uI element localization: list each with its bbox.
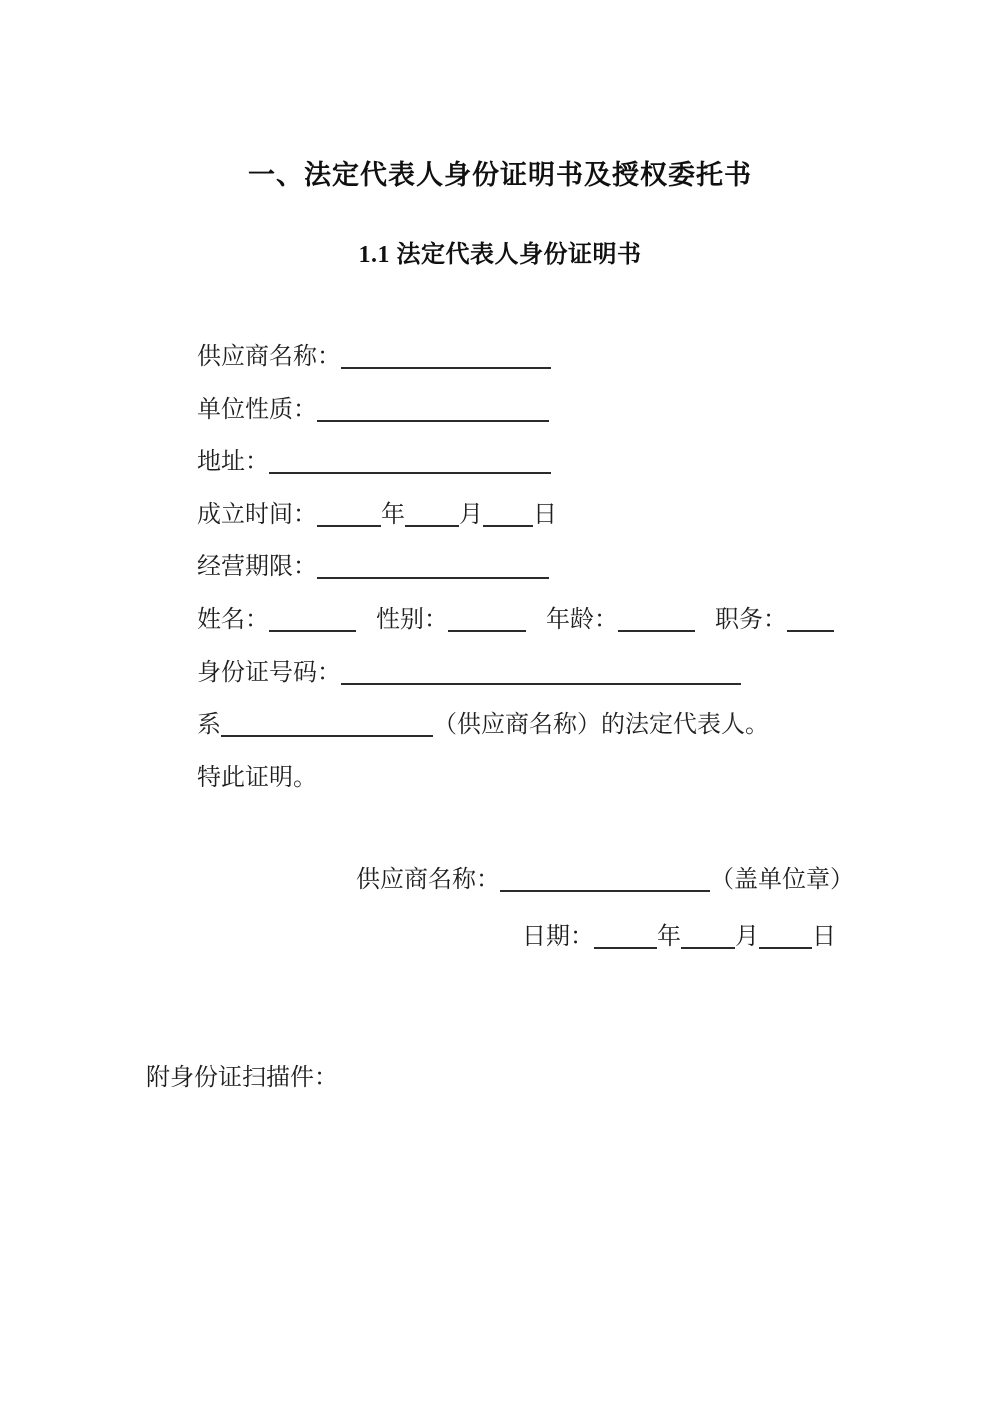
id-number-blank [341, 657, 741, 685]
signature-year-blank [594, 921, 657, 949]
signature-year-suffix: 年 [657, 923, 681, 950]
signature-month-blank [681, 921, 735, 949]
supplier-name-row [197, 331, 834, 384]
position-label: 职务： [715, 605, 787, 633]
signature-date-label: 日期： [522, 923, 594, 950]
establish-day-blank [483, 499, 533, 527]
unit-nature-label: 单位性质： [197, 395, 317, 423]
business-term-label: 经营期限： [197, 553, 317, 581]
address-row [197, 436, 834, 489]
age-blank [618, 604, 695, 632]
closing-row [197, 752, 834, 805]
name-blank [269, 604, 356, 632]
name-label: 姓名： [197, 605, 269, 633]
signature-month-suffix: 月 [735, 923, 759, 950]
statement-suffix: （供应商名称）的法定代表人。 [433, 711, 769, 739]
gender-label: 性别： [376, 605, 448, 633]
signature-supplier-label: 供应商名称： [356, 866, 500, 893]
supplier-name-label: 供应商名称： [197, 343, 341, 370]
month-suffix: 月 [459, 500, 483, 528]
statement-prefix: 系 [197, 711, 221, 739]
statement-row [197, 699, 834, 752]
establish-date-row [197, 489, 834, 542]
year-suffix: 年 [381, 500, 405, 528]
person-info-row [197, 594, 834, 647]
day-suffix: 日 [533, 500, 557, 528]
establish-month-blank [405, 499, 459, 527]
unit-nature-blank [317, 394, 549, 422]
address-blank [269, 446, 551, 474]
signature-day-blank [759, 921, 812, 949]
attachment-label: 附身份证扫描件： [146, 1064, 338, 1091]
age-label: 年龄： [546, 605, 618, 633]
closing-text: 特此证明。 [197, 763, 317, 791]
seal-note: （盖单位章） [710, 866, 854, 893]
signature-supplier-row [356, 858, 854, 902]
section-subtitle: 1.1 法定代表人身份证明书 [358, 242, 642, 268]
signature-supplier-blank [500, 864, 710, 892]
gender-blank [448, 604, 526, 632]
signature-date-row [522, 915, 836, 959]
id-number-label: 身份证号码： [197, 658, 341, 686]
establish-year-blank [317, 499, 381, 527]
business-term-row [197, 541, 834, 594]
establish-date-label: 成立时间： [197, 500, 317, 528]
supplier-name-blank [341, 341, 551, 369]
certificate-form [197, 331, 834, 804]
signature-day-suffix: 日 [812, 923, 836, 950]
attachment-row [146, 1056, 338, 1100]
address-label: 地址： [197, 448, 269, 476]
unit-nature-row [197, 384, 834, 437]
id-number-row [197, 647, 834, 700]
page-title: 一、法定代表人身份证明书及授权委托书 [248, 160, 752, 190]
statement-supplier-blank [221, 709, 433, 737]
position-blank [787, 604, 834, 632]
business-term-blank [317, 551, 549, 579]
